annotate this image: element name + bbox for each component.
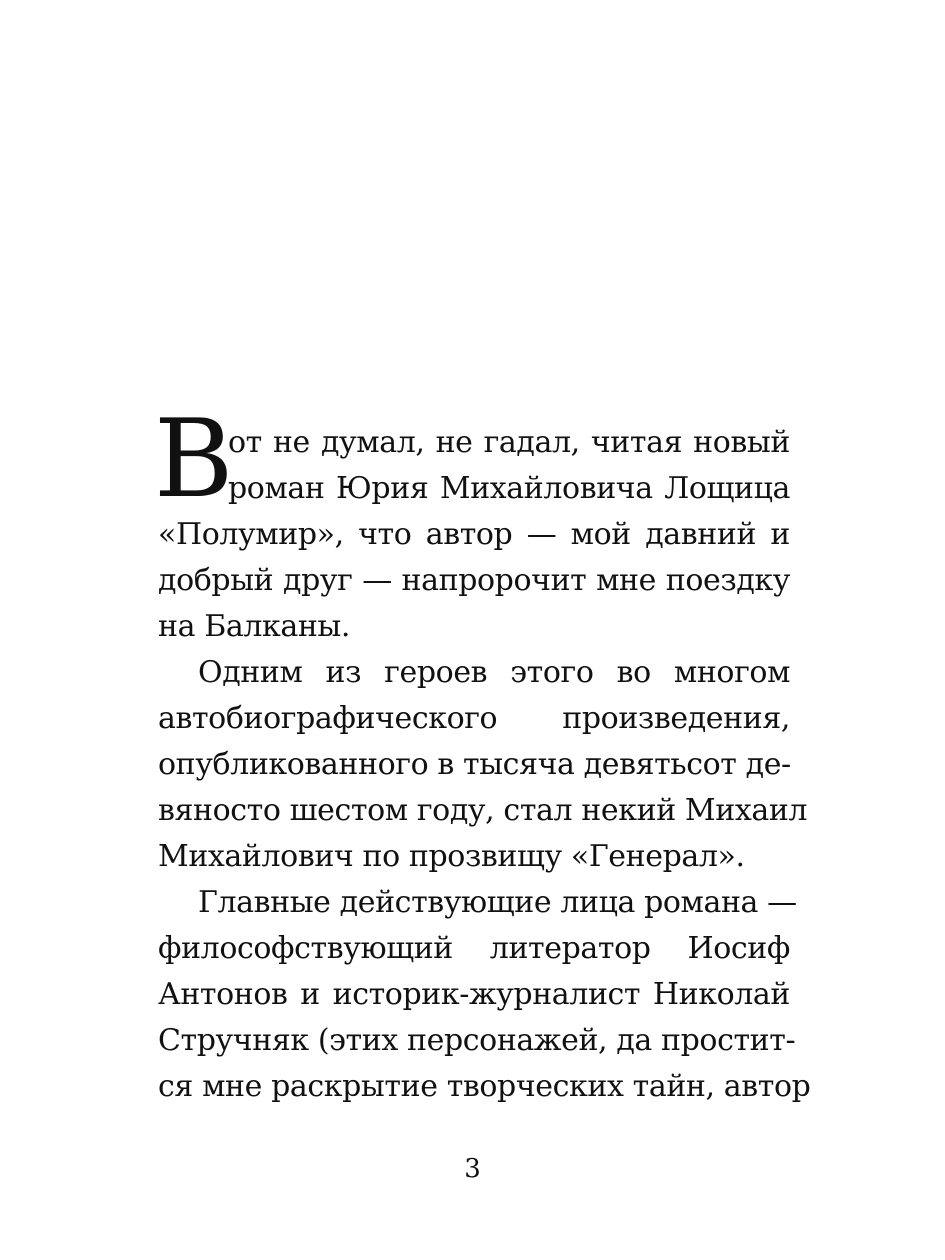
text-line: ся мне раскрытие творческих тайн, автор — [158, 1069, 811, 1104]
text-line: автобиографического произведения, — [158, 701, 790, 736]
page-number: 3 — [464, 1154, 481, 1184]
text-line: вяносто шестом году, стал некий Михаил — [158, 793, 808, 828]
text-line: роман Юрия Михайловича Лощица — [228, 471, 790, 506]
text-line: от не думал, не гадал, читая новый — [228, 425, 790, 460]
text-line: на Балканы. — [158, 609, 351, 644]
text-line: «Полумир», что автор — мой давний и — [158, 517, 790, 552]
text-line: философствующий литератор Иосиф — [158, 931, 790, 966]
text-line: Одним из героев этого во многом — [198, 655, 790, 690]
drop-cap: В — [154, 397, 234, 522]
text-line: Антонов и историк-журналист Николай — [158, 977, 790, 1012]
text-line: опубликованного в тысяча девятьсот де- — [158, 747, 791, 782]
text-line: Михайлович по прозвищу «Генерал». — [158, 839, 745, 874]
text-line: Стручняк (этих персонажей, да простит- — [158, 1023, 796, 1058]
text-line: добрый друг — напророчит мне поездку — [158, 563, 790, 598]
text-line: Главные действующие лица романа — — [198, 885, 797, 920]
